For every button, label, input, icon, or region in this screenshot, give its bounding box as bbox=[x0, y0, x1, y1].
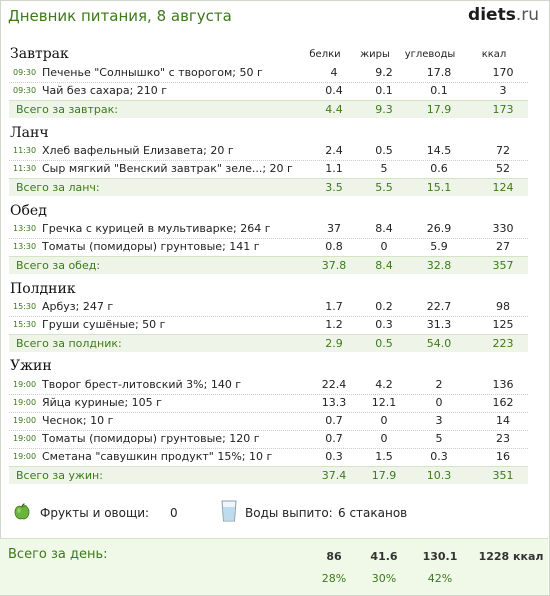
total-label: Всего за ужин: bbox=[16, 469, 103, 482]
total-fat: 17.9 bbox=[371, 469, 397, 482]
row-kcal: 170 bbox=[492, 66, 514, 79]
table-row[interactable] bbox=[9, 412, 528, 431]
table-row[interactable] bbox=[9, 298, 528, 317]
site-logo[interactable] bbox=[468, 5, 539, 25]
row-food: Хлеб вафельный Елизавета; 20 г bbox=[42, 144, 234, 157]
total-protein: 2.9 bbox=[325, 337, 343, 350]
row-fat: 0.3 bbox=[375, 318, 393, 331]
row-food: Чай без сахара; 210 г bbox=[42, 84, 168, 97]
row-carbs: 5 bbox=[435, 432, 443, 445]
row-time: 13:30 bbox=[13, 224, 37, 233]
day-carbs-percent: 42% bbox=[427, 572, 453, 585]
meal-total-row bbox=[9, 100, 528, 118]
total-fat: 5.5 bbox=[375, 181, 393, 194]
total-kcal: 173 bbox=[492, 103, 514, 116]
row-time: 19:00 bbox=[13, 434, 37, 443]
row-kcal: 52 bbox=[496, 162, 510, 175]
total-label: Всего за ланч: bbox=[16, 181, 100, 194]
row-time: 11:30 bbox=[13, 164, 37, 173]
row-kcal: 162 bbox=[492, 396, 514, 409]
total-kcal: 351 bbox=[492, 469, 514, 482]
meal-title-supper: Ужин bbox=[10, 358, 52, 374]
row-protein: 2.4 bbox=[325, 144, 343, 157]
row-carbs: 2 bbox=[435, 378, 443, 391]
row-kcal: 23 bbox=[496, 432, 510, 445]
row-fat: 4.2 bbox=[375, 378, 393, 391]
table-row[interactable] bbox=[9, 394, 528, 413]
table-row[interactable] bbox=[9, 142, 528, 161]
row-kcal: 330 bbox=[492, 222, 514, 235]
row-fat: 0.1 bbox=[375, 84, 393, 97]
row-protein: 0.3 bbox=[325, 450, 343, 463]
table-row[interactable] bbox=[9, 238, 528, 257]
fruits-value: 0 bbox=[170, 506, 178, 520]
row-fat: 0 bbox=[380, 432, 388, 445]
row-food: Яйца куриные; 105 г bbox=[42, 396, 162, 409]
row-kcal: 3 bbox=[499, 84, 507, 97]
row-food: Гречка с курицей в мультиварке; 264 г bbox=[42, 222, 271, 235]
total-fat: 0.5 bbox=[375, 337, 393, 350]
total-label: Всего за обед: bbox=[16, 259, 101, 272]
total-carbs: 32.8 bbox=[426, 259, 452, 272]
total-kcal: 357 bbox=[492, 259, 514, 272]
row-time: 19:00 bbox=[13, 416, 37, 425]
row-fat: 12.1 bbox=[371, 396, 397, 409]
total-label: Всего за полдник: bbox=[16, 337, 122, 350]
day-total-carbs: 130.1 bbox=[422, 550, 458, 563]
table-row[interactable] bbox=[9, 64, 528, 83]
row-kcal: 136 bbox=[492, 378, 514, 391]
row-fat: 0.2 bbox=[375, 300, 393, 313]
water-glass-icon bbox=[221, 500, 237, 522]
row-carbs: 0 bbox=[435, 396, 443, 409]
row-carbs: 0.6 bbox=[430, 162, 448, 175]
row-protein: 1.2 bbox=[325, 318, 343, 331]
total-protein: 4.4 bbox=[325, 103, 343, 116]
total-protein: 3.5 bbox=[325, 181, 343, 194]
meal-title-breakfast: Завтрак bbox=[10, 46, 69, 62]
row-fat: 8.4 bbox=[375, 222, 393, 235]
total-kcal: 124 bbox=[492, 181, 514, 194]
row-protein: 4 bbox=[330, 66, 338, 79]
page-title: Дневник питания, 8 августа bbox=[8, 7, 232, 25]
row-food: Томаты (помидоры) грунтовые; 141 г bbox=[42, 240, 260, 253]
day-total-fat: 41.6 bbox=[370, 550, 398, 563]
row-protein: 0.7 bbox=[325, 414, 343, 427]
meal-title-dinner: Обед bbox=[10, 203, 47, 219]
row-fat: 1.5 bbox=[375, 450, 393, 463]
row-food: Чеснок; 10 г bbox=[42, 414, 114, 427]
row-protein: 0.8 bbox=[325, 240, 343, 253]
meal-title-lunch: Ланч bbox=[10, 125, 49, 141]
row-time: 15:30 bbox=[13, 302, 37, 311]
row-carbs: 31.3 bbox=[426, 318, 452, 331]
row-time: 09:30 bbox=[13, 68, 37, 77]
apple-icon bbox=[13, 503, 31, 521]
row-time: 15:30 bbox=[13, 320, 37, 329]
row-carbs: 3 bbox=[435, 414, 443, 427]
day-protein-percent: 28% bbox=[321, 572, 347, 585]
row-carbs: 0.1 bbox=[430, 84, 448, 97]
row-protein: 22.4 bbox=[321, 378, 347, 391]
logo-main: diets bbox=[468, 5, 516, 25]
row-kcal: 125 bbox=[492, 318, 514, 331]
row-carbs: 0.3 bbox=[430, 450, 448, 463]
row-fat: 0.5 bbox=[375, 144, 393, 157]
meal-total-row bbox=[9, 256, 528, 274]
total-label: Всего за завтрак: bbox=[16, 103, 119, 116]
day-total-kcal: 1228 ккал bbox=[478, 550, 544, 563]
day-fat-percent: 30% bbox=[371, 572, 397, 585]
total-carbs: 17.9 bbox=[426, 103, 452, 116]
table-row[interactable] bbox=[9, 160, 528, 179]
row-carbs: 26.9 bbox=[426, 222, 452, 235]
meal-total-row bbox=[9, 466, 528, 484]
col-header-fat: жиры bbox=[360, 49, 390, 60]
total-carbs: 10.3 bbox=[426, 469, 452, 482]
row-fat: 0 bbox=[380, 240, 388, 253]
row-food: Груши сушёные; 50 г bbox=[42, 318, 166, 331]
row-time: 19:00 bbox=[13, 380, 37, 389]
row-time: 11:30 bbox=[13, 146, 37, 155]
logo-tld: .ru bbox=[515, 5, 539, 25]
row-time: 13:30 bbox=[13, 242, 37, 251]
row-food: Сыр мягкий "Венский завтрак" зеле...; 20 г bbox=[42, 162, 293, 175]
row-protein: 37 bbox=[327, 222, 341, 235]
table-row[interactable] bbox=[9, 82, 528, 101]
total-fat: 9.3 bbox=[375, 103, 393, 116]
total-protein: 37.8 bbox=[321, 259, 347, 272]
row-kcal: 98 bbox=[496, 300, 510, 313]
row-food: Творог брест-литовский 3%; 140 г bbox=[42, 378, 242, 391]
table-row[interactable] bbox=[9, 430, 528, 449]
row-food: Арбуз; 247 г bbox=[42, 300, 114, 313]
row-kcal: 27 bbox=[496, 240, 510, 253]
total-carbs: 15.1 bbox=[426, 181, 452, 194]
table-row[interactable] bbox=[9, 448, 528, 467]
row-fat: 5 bbox=[380, 162, 388, 175]
col-header-protein: белки bbox=[309, 49, 341, 60]
row-carbs: 22.7 bbox=[426, 300, 452, 313]
total-carbs: 54.0 bbox=[426, 337, 452, 350]
fruits-label: Фрукты и овощи: bbox=[40, 506, 150, 520]
row-carbs: 5.9 bbox=[430, 240, 448, 253]
table-row[interactable] bbox=[9, 376, 528, 395]
table-row[interactable] bbox=[9, 316, 528, 335]
col-header-kcal: ккал bbox=[481, 49, 507, 60]
row-time: 19:00 bbox=[13, 452, 37, 461]
day-total-label: Всего за день: bbox=[8, 547, 108, 562]
row-carbs: 14.5 bbox=[426, 144, 452, 157]
row-time: 09:30 bbox=[13, 86, 37, 95]
row-kcal: 14 bbox=[496, 414, 510, 427]
row-kcal: 72 bbox=[496, 144, 510, 157]
water-label: Воды выпито: bbox=[245, 506, 333, 520]
row-protein: 1.7 bbox=[325, 300, 343, 313]
row-protein: 1.1 bbox=[325, 162, 343, 175]
row-fat: 0 bbox=[380, 414, 388, 427]
meal-total-row bbox=[9, 178, 528, 196]
row-protein: 13.3 bbox=[321, 396, 347, 409]
total-fat: 8.4 bbox=[375, 259, 393, 272]
total-protein: 37.4 bbox=[321, 469, 347, 482]
total-kcal: 223 bbox=[492, 337, 514, 350]
day-total-panel bbox=[0, 538, 548, 595]
water-value: 6 стаканов bbox=[338, 506, 408, 520]
row-protein: 0.4 bbox=[325, 84, 343, 97]
row-food: Томаты (помидоры) грунтовые; 120 г bbox=[42, 432, 260, 445]
row-protein: 0.7 bbox=[325, 432, 343, 445]
meal-title-snack: Полдник bbox=[10, 281, 76, 297]
row-time: 19:00 bbox=[13, 398, 37, 407]
row-fat: 9.2 bbox=[375, 66, 393, 79]
row-carbs: 17.8 bbox=[426, 66, 452, 79]
row-food: Сметана "савушкин продукт" 15%; 10 г bbox=[42, 450, 273, 463]
table-row[interactable] bbox=[9, 220, 528, 239]
row-kcal: 16 bbox=[496, 450, 510, 463]
day-total-protein: 86 bbox=[326, 550, 342, 563]
col-header-carbs: углеводы bbox=[404, 49, 456, 60]
meal-total-row bbox=[9, 334, 528, 352]
row-food: Печенье "Солнышко" с творогом; 50 г bbox=[42, 66, 263, 79]
